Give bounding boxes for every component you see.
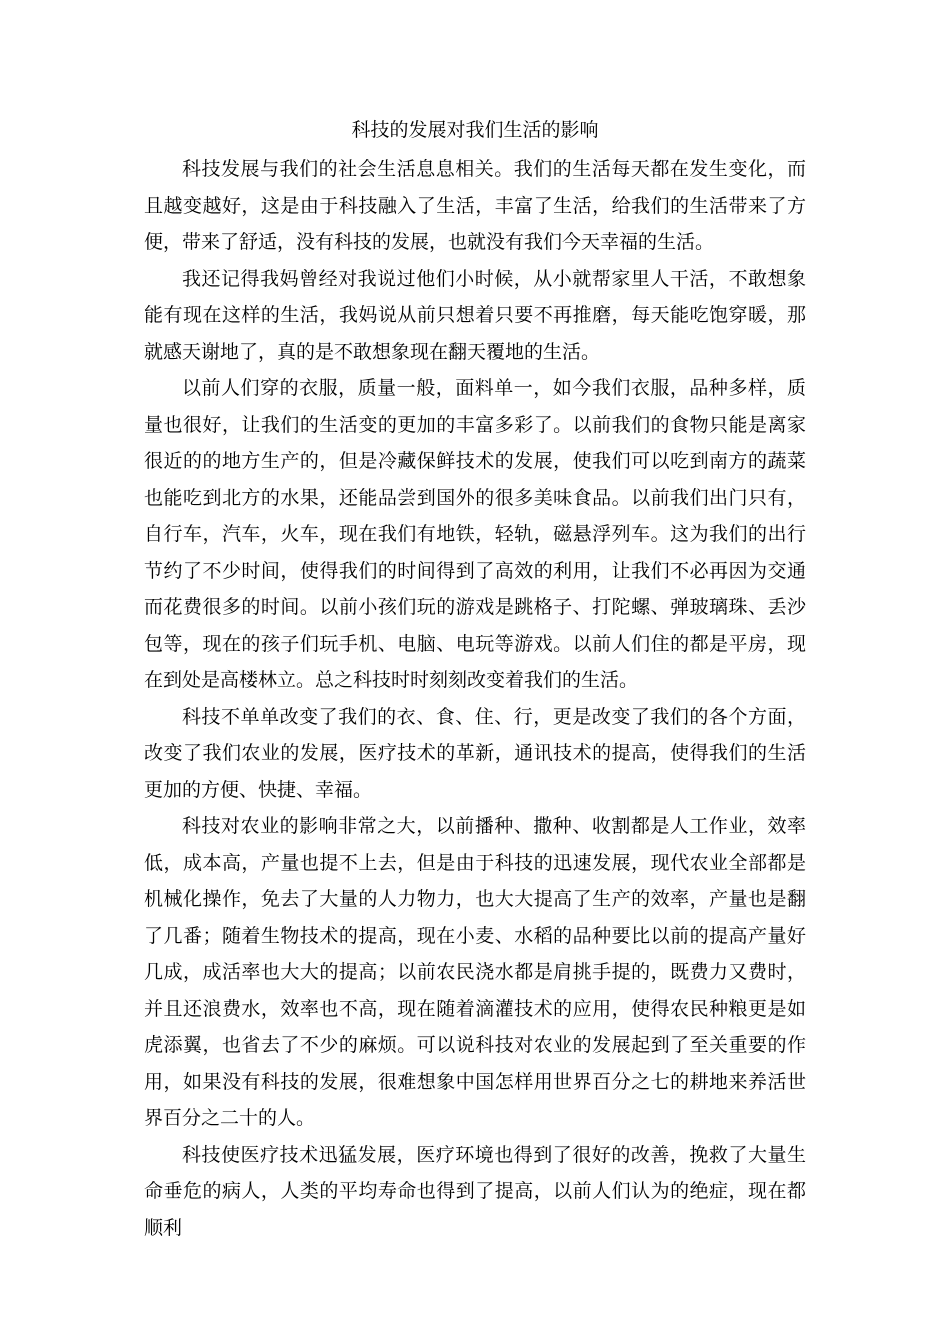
paragraph-5: 科技对农业的影响非常之大，以前播种、撒种、收割都是人工作业，效率低，成本高，产量也提不上去，但是由于科技的迅速发展，现代农业全部都是机械化操作，免去了大量的人力物力，也大大提高了生产的效率，产量也是翻了几番；随着生物技术的提高，现在小麦、水稻的品种要比以前的提高产量好几成，成活率也大大的提高；以前农民浇水都是肩挑手提的，既费力又费时，并且还浪费水，效率也不高，现在随着滴灌技术的应用，使得农民种粮更是如虎添翼，也省去了不少的麻烦。可以说科技对农业的发展起到了至关重要的作用，如果没有科技的发展，很难想象中国怎样用世界百分之七的耕地来养活世界百分之二十的人。 — [144, 815, 806, 1129]
paragraph-3: 以前人们穿的衣服，质量一般，面料单一，如今我们衣服，品种多样，质量也很好，让我们的生活变的更加的丰富多彩了。以前我们的食物只能是离家很近的的地方生产的，但是冷藏保鲜技术的发展，使我们可以吃到南方的蔬菜也能吃到北方的水果，还能品尝到国外的很多美味食品。以前我们出门只有，自行车，汽车，火车，现在我们有地铁，轻轨，磁悬浮列车。这为我们的出行节约了不少时间，使得我们的时间得到了高效的利用，让我们不必再因为交通而花费很多的时间。以前小孩们玩的游戏是跳格子、打陀螺、弹玻璃珠、丢沙包等，现在的孩子们玩手机、电脑、电玩等游戏。以前人们住的都是平房，现在到处是高楼林立。总之科技时时刻刻改变着我们的生活。 — [144, 377, 806, 691]
paragraph-1: 科技发展与我们的社会生活息息相关。我们的生活每天都在发生变化，而且越变越好，这是由于科技融入了生活，丰富了生活，给我们的生活带来了方便，带来了舒适，没有科技的发展，也就没有我们今天幸福的生活。 — [144, 158, 806, 253]
paragraph-6: 科技使医疗技术迅猛发展，医疗环境也得到了很好的改善，挽救了大量生命垂危的病人，人类的平均寿命也得到了提高，以前人们认为的绝症，现在都顺利 — [144, 1143, 806, 1239]
document-body — [144, 118, 806, 1246]
paragraph-2: 我还记得我妈曾经对我说过他们小时候，从小就帮家里人干活，不敢想象能有现在这样的生活，我妈说从前只想着只要不再推磨，每天能吃饱穿暖，那就感天谢地了，真的是不敢想象现在翻天覆地的生活。 — [144, 267, 806, 363]
paragraph-4: 科技不单单改变了我们的衣、食、住、行，更是改变了我们的各个方面，改变了我们农业的发展，医疗技术的革新，通讯技术的提高，使得我们的生活更加的方便、快捷、幸福。 — [144, 705, 806, 801]
document-title: 科技的发展对我们生活的影响 — [351, 119, 599, 141]
